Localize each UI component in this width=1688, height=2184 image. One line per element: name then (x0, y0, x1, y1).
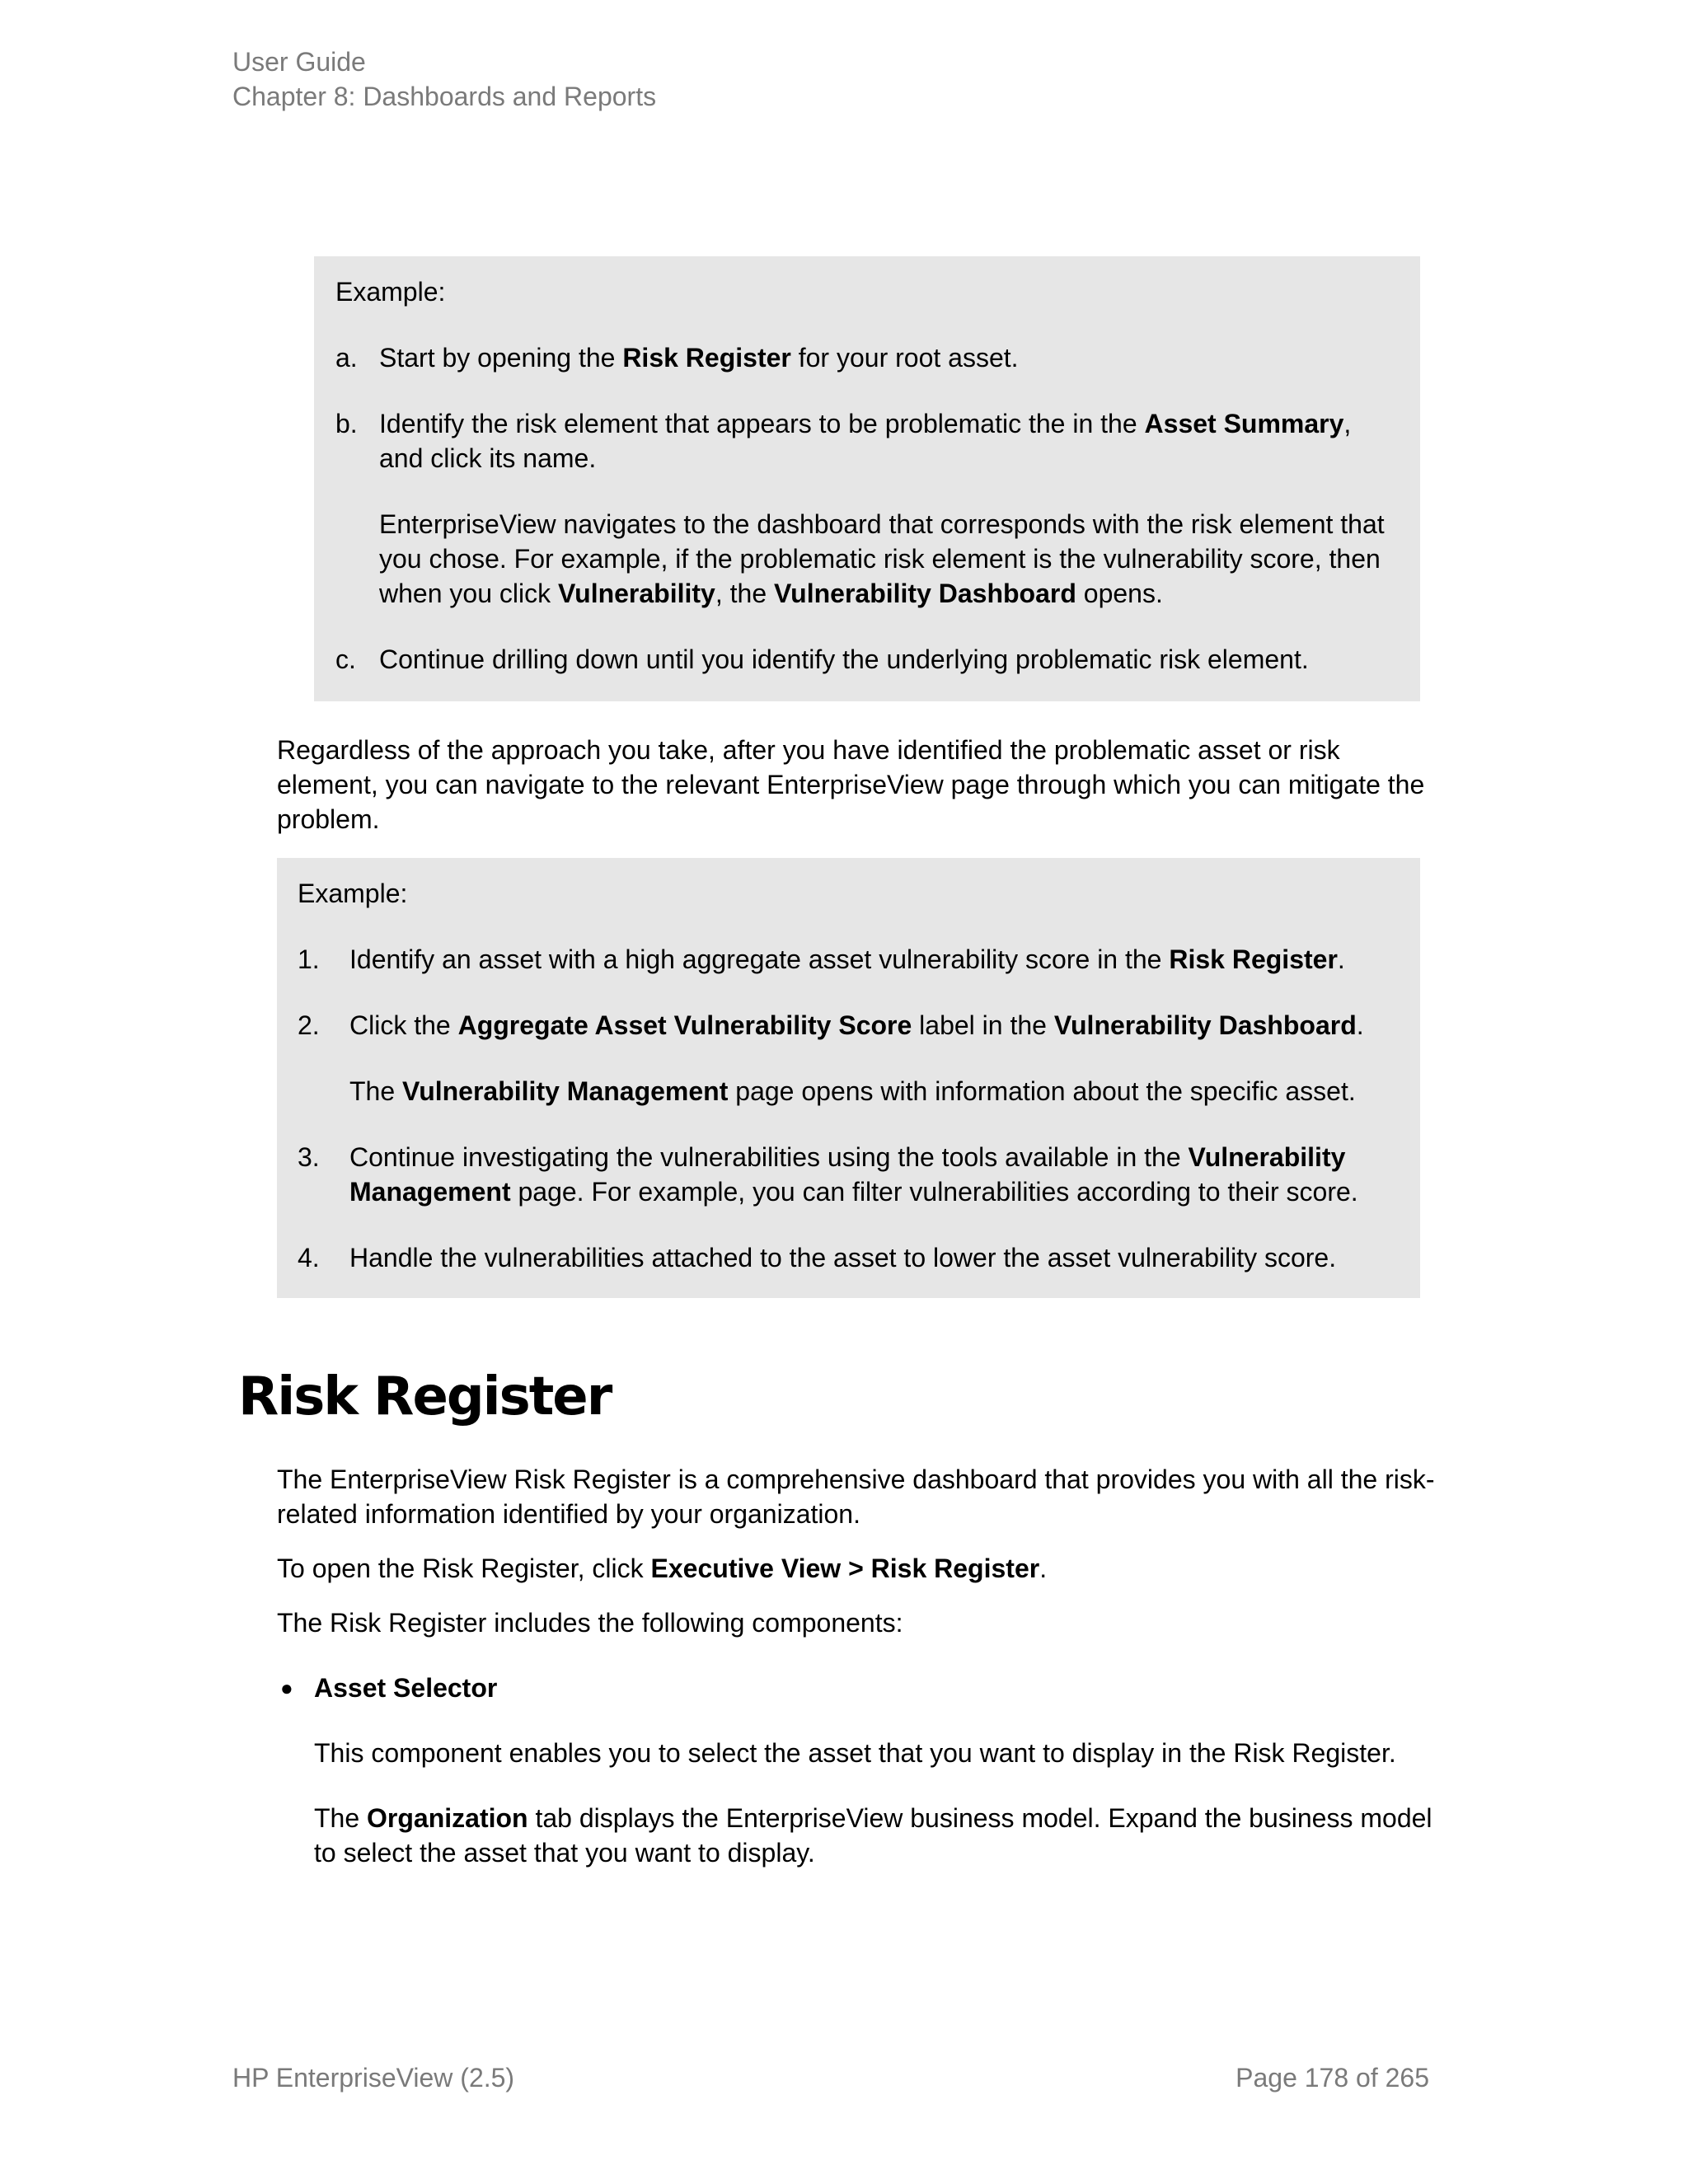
list-item (335, 406, 1399, 476)
example-label: Example: (335, 277, 446, 307)
bullet-heading: Asset Selector (314, 1673, 498, 1703)
list-item-note: The Vulnerability Management page opens with information about the specific asset. (349, 1076, 1356, 1106)
intro-paragraph: The EnterpriseView Risk Register is a comprehensive dashboard that provides you with all the risk-related information identified by your organization. (277, 1465, 1435, 1529)
list-marker: 2. (298, 1010, 320, 1040)
list-marker: c. (335, 644, 356, 674)
components-intro: The Risk Register includes the following components: (277, 1608, 903, 1638)
bullet-dot-icon: ● (280, 1675, 293, 1700)
approach-paragraph: Regardless of the approach you take, after you have identified the problematic asset or risk element, you can navigate to the relevant EnterpriseView page through which you can mitigate the problem. (277, 735, 1425, 834)
list-item (335, 340, 1399, 375)
list-marker: 1. (298, 944, 320, 974)
list-item (298, 1008, 1400, 1043)
footer-page-number: Page 178 of 265 (1236, 2063, 1429, 2093)
asset-selector-description: This component enables you to select the asset that you want to display in the Risk Register. (314, 1738, 1396, 1768)
list-marker: 4. (298, 1243, 320, 1272)
list-item-text: Handle the vulnerabilities attached to the asset to lower the asset vulnerability score. (349, 1243, 1337, 1272)
header-doc-title: User Guide (232, 47, 366, 77)
example-label: Example: (298, 879, 408, 908)
list-item-text: Identify the risk element that appears to be problematic the in the Asset Summary, and click its name. (379, 409, 1352, 473)
list-item-text: Click the Aggregate Asset Vulnerability Score label in the Vulnerability Dashboard. (349, 1010, 1364, 1040)
list-item (298, 942, 1400, 977)
list-item-text: Start by opening the Risk Register for your root asset. (379, 343, 1019, 373)
list-item-note: EnterpriseView navigates to the dashboard that corresponds with the risk element that you chose. For example, if the problematic risk element is the vulnerability score, then when you click Vulnerability, the Vulnerability Dashboard opens. (379, 509, 1385, 608)
list-marker: a. (335, 343, 358, 373)
list-item (298, 1240, 1400, 1275)
running-header (232, 45, 656, 114)
section-title: Risk Register (238, 1366, 612, 1427)
list-item-text: Continue investigating the vulnerabilities using the tools available in the Vulnerability Management page. For example, you can filter vulnerabilities according to their score. (349, 1142, 1358, 1207)
list-marker: b. (335, 409, 358, 438)
list-marker: 3. (298, 1142, 320, 1172)
list-item (298, 1140, 1400, 1209)
list-item-text: Continue drilling down until you identify the underlying problematic risk element. (379, 644, 1309, 674)
list-item (335, 642, 1399, 677)
list-item-text: Identify an asset with a high aggregate asset vulnerability score in the Risk Register. (349, 944, 1345, 974)
header-chapter: Chapter 8: Dashboards and Reports (232, 82, 657, 111)
organization-tab-description: The Organization tab displays the EnterpriseView business model. Expand the business model to select the asset that you want to display. (314, 1803, 1432, 1868)
open-instruction: To open the Risk Register, click Executive View > Risk Register. (277, 1554, 1048, 1583)
example-box-1 (314, 256, 1420, 701)
example-box-2 (277, 858, 1420, 1298)
footer-product: HP EnterpriseView (2.5) (232, 2063, 515, 2093)
